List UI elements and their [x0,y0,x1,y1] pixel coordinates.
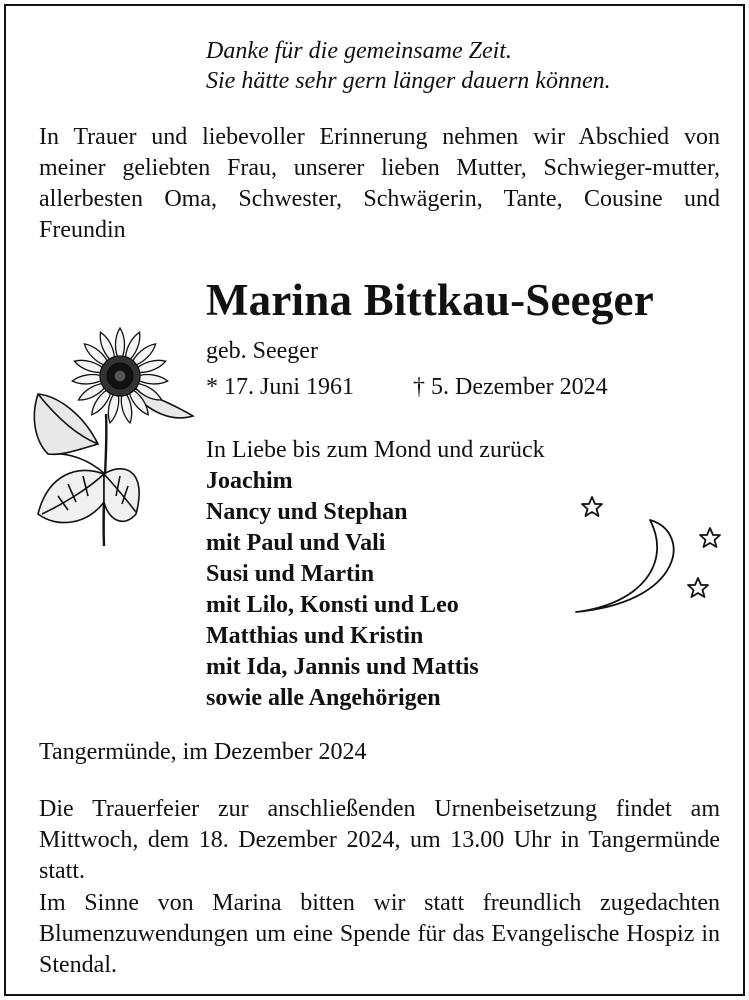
mourner-name: mit Paul und Vali [206,530,386,556]
star-icon [700,528,720,547]
donation-text: Im Sinne von Marina bitten wir statt freundlich zugedachten Blumenzuwendungen um eine Spende für das Evangelische Hospiz in Stendal. [39,889,720,979]
mourner-name: Nancy und Stephan [206,499,408,525]
mourners-list [206,466,479,714]
mourner-name: mit Lilo, Konsti und Leo [206,592,459,618]
obituary-frame [4,4,745,996]
mourner-name: Matthias und Kristin [206,623,424,649]
motto [206,36,611,96]
deceased-name: Marina Bittkau-Seeger [206,275,654,325]
farewell-line: In Liebe bis zum Mond und zurück [206,437,545,463]
mourner-name: Susi und Martin [206,561,375,587]
crescent-moon-icon [572,492,732,624]
intro-text: In Trauer und liebevoller Erinnerung nehmen wir Abschied von meiner geliebten Frau, unserer lieben Mutter, Schwieger-mutter, allerbesten Oma, Schwester, Schwägerin, Tante, Cousine und Freundin [39,124,720,243]
birth-date: * 17. Juni 1961 [206,374,355,400]
motto-line-1: Danke für die gemeinsame Zeit. [206,38,512,64]
motto-line-2: Sie hätte sehr gern länger dauern können. [206,68,611,94]
sunflower-icon [28,324,198,554]
maiden-name: geb. Seeger [206,338,318,364]
funeral-info [39,794,720,981]
star-icon [688,578,708,597]
star-icon [582,497,602,516]
ceremony-text: Die Trauerfeier zur anschließenden Urnenbeisetzung findet am Mittwoch, dem 18. Dezember 2024, um 13.00 Uhr in Tangermünde statt. [39,796,720,885]
place-date: Tangermünde, im Dezember 2024 [39,739,367,765]
mourner-name: mit Ida, Jannis und Mattis [206,654,479,680]
death-date: † 5. Dezember 2024 [413,374,608,400]
mourner-name: sowie alle Angehörigen [206,685,441,711]
mourner-name: Joachim [206,468,293,494]
